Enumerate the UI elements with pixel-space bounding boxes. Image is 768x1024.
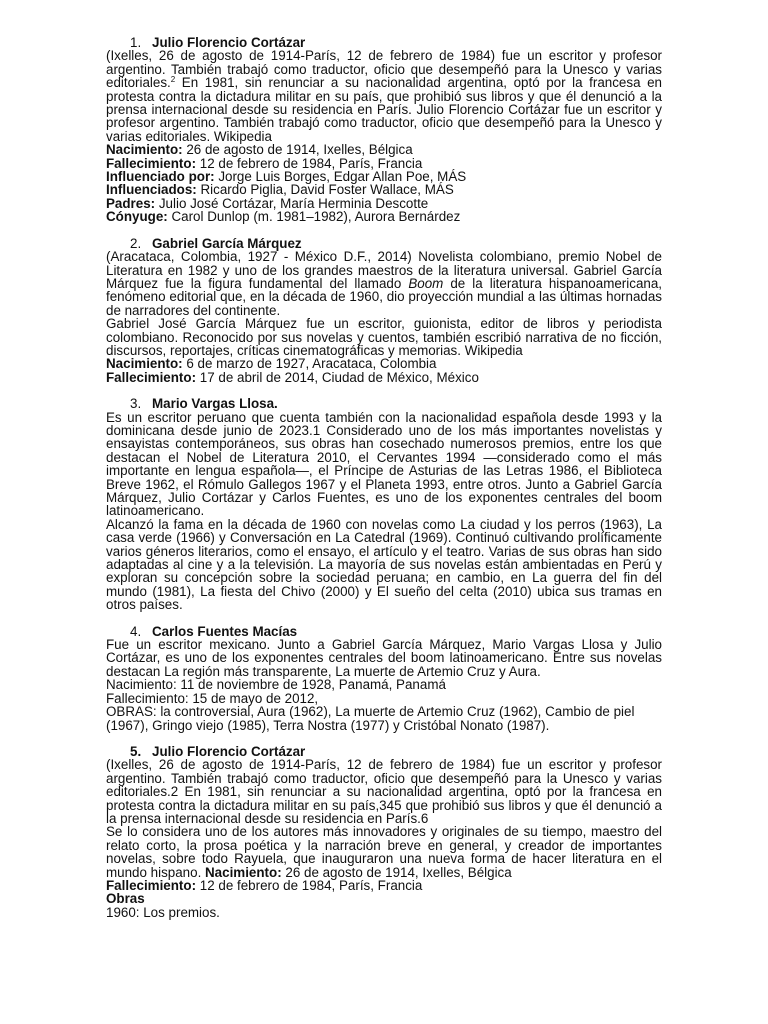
fact-label: Padres: (106, 195, 156, 211)
fact-line (106, 183, 662, 196)
fact-label: Fallecimiento: (106, 155, 197, 171)
fact-label: Nacimiento: (106, 142, 183, 158)
fact-label: Nacimiento: (205, 864, 282, 880)
section-title: Julio Florencio Cortázar (152, 743, 306, 759)
list-number: 2. (130, 235, 142, 251)
fact-value: 12 de febrero de 1984, París, Francia (196, 155, 423, 171)
fact-label: Cónyuge: (106, 209, 168, 225)
fact-line (106, 210, 662, 223)
works-line: OBRAS: la controversial, Aura (1962), La muerte de Artemio Cruz (1962), Cambio de piel (1967), Gringo viejo (1985), Terra Nostra (1977) y Cristóbal Nonato (1987). (106, 704, 635, 733)
fact-value: Jorge Luis Borges, Edgar Allan Poe, MÁS (214, 169, 467, 185)
fact-line (106, 170, 662, 183)
fact-value: Carol Dunlop (m. 1981–1982), Aurora Bernárdez (167, 209, 461, 225)
section-heading (130, 745, 662, 758)
section-heading (130, 36, 662, 49)
section-title: Gabriel García Márquez (152, 235, 302, 251)
fact-line (106, 197, 662, 210)
section-title: Carlos Fuentes Macías (152, 623, 298, 639)
fact-label: Fallecimiento: (106, 877, 197, 893)
list-number: 3. (130, 396, 142, 412)
body-paragraph (106, 825, 662, 879)
body-paragraph: Alcanzó la fama en la década de 1960 con novelas como La ciudad y los perros (1963), La casa verde (1966) y Conversación en La Catedral (1969). Continuó cultivando prolíficamente varios géneros literarios, como el ensayo, el artículo y el teatro. Varias de sus obras han sido adaptadas al cine y a la televisión. La mayoría de sus novelas están ambientadas en Perú y exploran su concepción sobre la sociedad peruana; en cambio, en La guerra del fin del mundo (1981), La fiesta del Chivo (2000) y El sueño del celta (2010) ubica sus tramas en otros países. (106, 516, 662, 613)
section-heading (130, 237, 662, 250)
section-garcia-marquez (106, 237, 662, 384)
fact-line (106, 371, 662, 384)
works-heading: Obras (106, 891, 145, 907)
list-number: 5. (130, 743, 142, 759)
fact-line (106, 143, 662, 156)
fact-value: 12 de febrero de 1984, París, Francia (196, 877, 423, 893)
section-title: Julio Florencio Cortázar (152, 35, 306, 50)
fact-value: Ricardo Piglia, David Foster Wallace, MÁS (196, 182, 454, 198)
paragraph-text: (Aracataca, Colombia, 1927 - México D.F., 2014) Novelista colombiano, premio Nobel de Literatura en 1982 y uno de los grandes maestros de la literatura universal. Gabriel García Márquez fue la figura fundamental del llamado (106, 249, 662, 291)
section-heading (130, 397, 662, 410)
paragraph-text: de la literatura hispanoamericana, fenómeno editorial que, en la década de 1960, dio proyección mundial a las últimas hornadas de narradores del continente. (106, 275, 662, 318)
fact-value: Julio José Cortázar, María Herminia Descotte (155, 195, 429, 211)
fact-line: Fallecimiento: 15 de mayo de 2012, (106, 690, 319, 706)
fact-line (106, 157, 662, 170)
body-paragraph: (Ixelles, 26 de agosto de 1914-París, 12 de febrero de 1984) fue un escritor y profesor argentino. También trabajó como traductor, oficio que desempeñó para la Unesco y varias editoriales.2 En 1981, sin renunciar a su nacionalidad argentina, optó por la francesa en protesta contra la dictadura militar en su país,345 que prohibió sus libros y que él denunció a la prensa internacional desde su residencia en París.6 (106, 757, 662, 826)
section-carlos-fuentes (106, 625, 662, 732)
fact-line (106, 357, 662, 370)
body-paragraph: Fue un escritor mexicano. Junto a Gabriel García Márquez, Mario Vargas Llosa y Julio Cortázar, es uno de los exponentes centrales del boom latinoamericano. Entre sus novelas destacan La región más transparente, La muerte de Artemio Cruz y Aura. (106, 637, 662, 679)
list-number: 1. (130, 35, 142, 50)
section-vargas-llosa (106, 397, 662, 612)
fact-line (106, 879, 662, 892)
body-paragraph: Es un escritor peruano que cuenta también con la nacionalidad española desde 1993 y la dominicana desde junio de 2023.1 Considerado uno de los más importantes novelistas y ensayistas contemporáneos, sus obras han cosechado numerosos premios, entre los que destacan el Nobel de Literatura 2010, el Cervantes 1994 —considerado como el más importante en lengua española—, el Príncipe de Asturias de las Letras 1986, el Biblioteca Breve 1962, el Rómulo Gallegos 1967 y el Planeta 1993, entre otros. Junto a Gabriel García Márquez, Julio Cortázar y Carlos Fuentes, es uno de los exponentes centrales del boom latinoamericano. (106, 409, 662, 519)
section-title: Mario Vargas Llosa. (152, 396, 278, 412)
section-cortazar-1 (106, 36, 662, 224)
italic-term: Boom (408, 275, 444, 291)
paragraph-text: En 1981, sin renunciar a su nacionalidad argentina, optó por la francesa en protesta contra la dictadura militar en su país, que prohibió sus libros y que él denunció a la prensa internacional desde su residencia en París. Julio Florencio Cortázar fue un escritor y profesor argentino. También trabajó como traductor, oficio que desempeñó para la Unesco y varias editoriales. Wikipedia (106, 75, 662, 144)
fact-value: 17 de abril de 2014, Ciudad de México, México (196, 369, 479, 385)
fact-value: 6 de marzo de 1927, Aracataca, Colombia (182, 356, 437, 372)
fact-label: Influenciado por: (106, 169, 215, 185)
body-paragraph (106, 49, 662, 143)
fact-value: 26 de agosto de 1914, Ixelles, Bélgica (281, 864, 512, 880)
body-paragraph (106, 250, 662, 317)
fact-line: Nacimiento: 11 de noviembre de 1928, Panamá, Panamá (106, 677, 446, 693)
fact-label: Influenciados: (106, 182, 197, 198)
fact-label: Nacimiento: (106, 356, 183, 372)
paragraph-text: (Ixelles, 26 de agosto de 1914-París, 12 de febrero de 1984) fue un escritor y profesor argentino. También trabajó como traductor, oficio que desempeñó para la Unesco y varias editoriales. (106, 48, 662, 91)
fact-value: 26 de agosto de 1914, Ixelles, Bélgica (182, 142, 413, 158)
body-paragraph: Gabriel José García Márquez fue un escritor, guionista, editor de libros y periodista colombiano. Reconocido por sus novelas y cuentos, también escribió narrativa de no ficción, discursos, reportajes, críticas cinematográficas y memorias. Wikipedia (106, 316, 662, 358)
footnote-ref: 2 (170, 75, 176, 85)
paragraph-text: Se lo considera uno de los autores más innovadores y originales de su tiempo, maestro del relato corto, la prosa poética y la narración breve en general, y creador de importantes novelas, sobre todo Rayuela, que inauguraron una nueva forma de hacer literatura en el mundo hispano. (106, 824, 662, 880)
section-cortazar-2 (106, 745, 662, 919)
list-number: 4. (130, 623, 142, 639)
works-line: 1960: Los premios. (106, 904, 220, 920)
fact-label: Fallecimiento: (106, 369, 197, 385)
section-heading (130, 625, 662, 638)
